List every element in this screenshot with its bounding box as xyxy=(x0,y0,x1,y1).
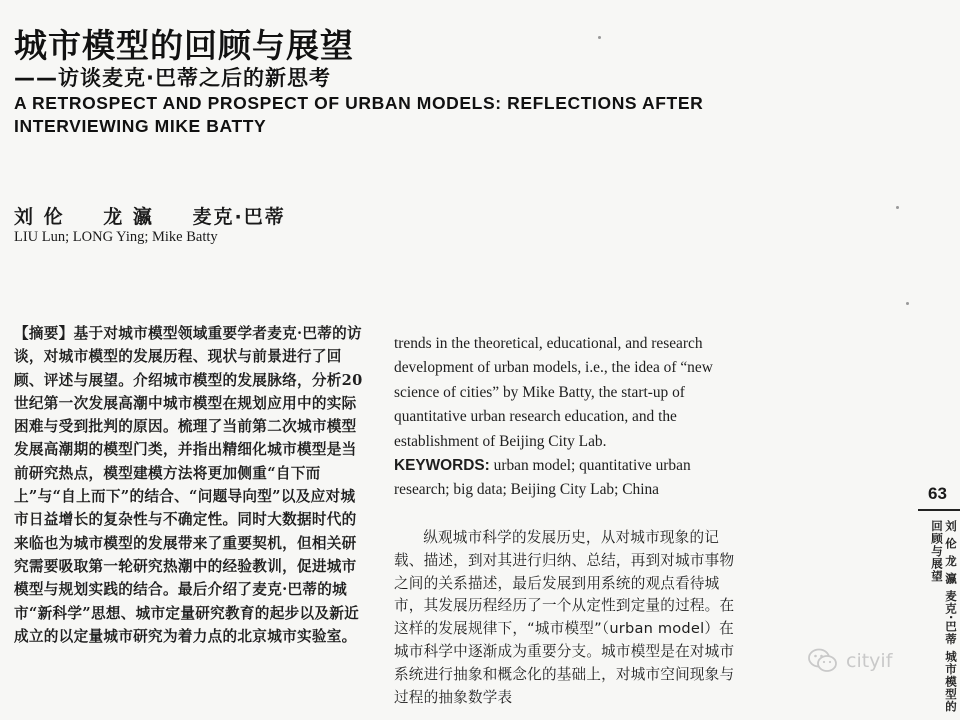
author-2: 龙 瀛 xyxy=(103,206,154,228)
speck xyxy=(906,302,909,305)
body-text-chinese: 纵观城市科学的发展历史，从对城市现象的记载、描述，到对其进行归纳、总结，再到对城市事物之间的关系描述，最后发展到用系统的观点看待城市，其发展历程经历了一个从定性到定量的过程。在这样的发展规律下，“城市模型”（urban model）在城市科学中逐渐成为重要分支。城市模型是在对城市系统进行抽象和概念化的基础上，对城市空间现象与过程的抽象数学表 xyxy=(394,529,735,706)
abstract-english: trends in the theoretical, educational, and research development of urban models, i.e., the idea of “new science of cities” by Mike Batty, the start-up of quantitative urban research education, and the establishment of Beijing City Lab. xyxy=(394,335,713,450)
wechat-icon xyxy=(808,648,838,674)
side-divider xyxy=(918,509,960,511)
watermark xyxy=(808,648,892,674)
abstract-english-block xyxy=(394,332,744,503)
subtitle-chinese: ——访谈麦克·巴蒂之后的新思考 xyxy=(14,66,331,90)
keywords-label: KEYWORDS: xyxy=(394,457,490,475)
speck xyxy=(598,36,601,39)
speck xyxy=(896,206,899,209)
keywords xyxy=(394,454,744,503)
author-3: 麦克·巴蒂 xyxy=(192,206,286,228)
running-header-vertical: 刘 伦 龙 瀛 麦克·巴蒂 城市模型的回顾与展望 xyxy=(930,520,958,713)
abstract-chinese: 【摘要】基于对城市模型领域重要学者麦克·巴蒂的访谈，对城市模型的发展历程、现状与前景进行了回顾、评述与展望。介绍城市模型的发展脉络，分析20世纪第一次发展高潮中城市模型在规划应用中的实际困难与受到批判的原因。梳理了当前第二次城市模型发展高潮期的模型门类，并指出精细化城市模型是当前研究热点，模型建模方法将更加侧重“自下而上”与“自上而下”的结合、“问题导向型”以及应对城市日益增长的复杂性与不确定性。同时大数据时代的来临也为城市模型的发展带来了重要契机，但相关研究需要吸取第一轮研究热潮中的经验教训，促进城市模型与规划实践的结合。最后介绍了麦克·巴蒂的城市“新科学”思想、城市定量研究教育的起步以及新近成立的以定量城市研究为着力点的北京城市实验室。 xyxy=(14,325,363,645)
author-1: 刘 伦 xyxy=(14,206,65,228)
title-english: A RETROSPECT AND PROSPECT OF URBAN MODELS: REFLECTIONS AFTER INTERVIEWING MIKE BATTY xyxy=(14,93,704,136)
watermark-text: cityif xyxy=(846,650,893,672)
title-chinese: 城市模型的回顾与展望 xyxy=(14,26,354,65)
authors-chinese xyxy=(14,202,286,229)
page-number: 63 xyxy=(928,484,947,503)
authors-english: LIU Lun; LONG Ying; Mike Batty xyxy=(14,229,218,245)
keywords-text: urban model; quantitative urban research; big data; Beijing City Lab; China xyxy=(394,457,691,499)
